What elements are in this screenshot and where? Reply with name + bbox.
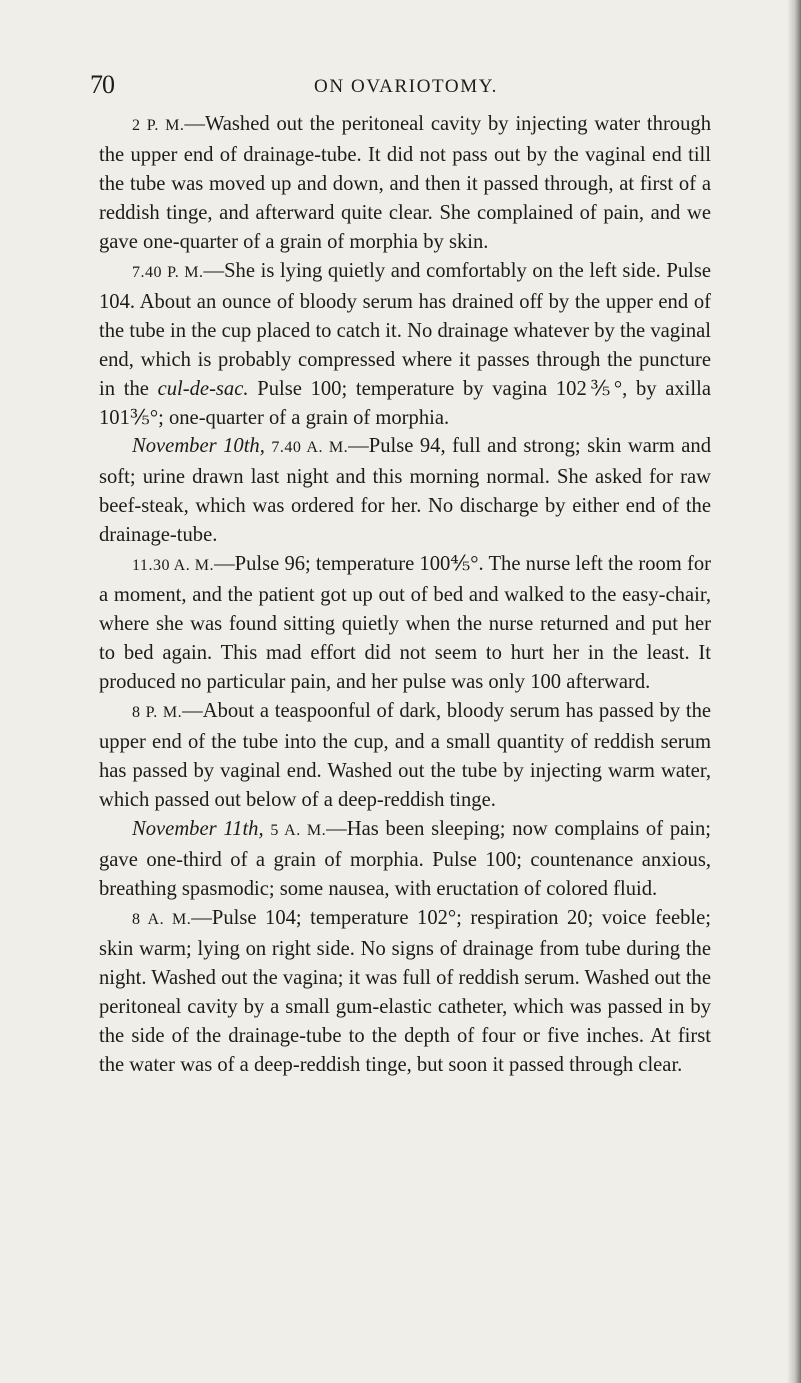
entry-740pm xyxy=(99,257,711,433)
entry-date: November 10th, xyxy=(132,435,265,458)
entry-text: —Has been sleeping; now complains of pain; gave one-third of a grain of morphia. Pulse 100; countenance anxious, breathing spasmodic; some nausea, with eructation of colored fluid. xyxy=(99,817,712,900)
entry-8am xyxy=(99,904,711,1080)
entry-text: —Pulse 96; temperature 100⅘°. The nurse left the room for a moment, and the patient got up out of bed and walked to the easy-chair, where she was found sitting quietly when the nurse returned and put her to bed again. This mad effort did not seem to hurt her in the least. It produced no particular pain, and her pulse was only 100 afterward. xyxy=(99,553,711,694)
entry-text: —Pulse 104; temperature 102°; respiration 20; voice feeble; skin warm; lying on right side. No signs of drainage from tube during the night. Washed out the vagina; it was full of reddish serum. Washed out the peritoneal cavity by a small gum-elastic catheter, which was passed in by the side of the drainage-tube to the depth of four or five inches. At first the water was of a deep-reddish tinge, but soon it passed through clear. xyxy=(99,906,711,1076)
entry-text: —About a teaspoonful of dark, bloody serum has passed by the upper end of the tube into the cup, and a small quantity of reddish serum has passed by vaginal end. Washed out the tube by injecting warm water, which passed out below of a deep-reddish tinge. xyxy=(99,700,712,811)
entry-8pm xyxy=(99,697,711,815)
entry-1130am xyxy=(99,550,711,697)
entry-text-continued: Pulse 100; temperature by vagina 102⅗°, by axilla 101⅗°; one-quarter of a grain of morphia. xyxy=(99,377,711,429)
entry-time: 5 A. M. xyxy=(270,821,327,839)
entry-date: November 11th, xyxy=(132,817,264,840)
entry-time: 7.40 P. M. xyxy=(132,263,204,281)
entry-nov10-740am xyxy=(99,432,711,550)
page-edge-shadow xyxy=(787,0,801,1383)
entry-time: 8 A. M. xyxy=(132,910,192,928)
entry-text: —Washed out the peritoneal cavity by injecting water through the upper end of drainage-tube. It did not pass out by the vaginal end till the tube was moved up and down, and then it passed through, at first of a reddish tinge, and afterward quite clear. She complained of pain, and we gave one-quarter of a grain of morphia by skin. xyxy=(99,113,711,253)
entry-italic-term: cul-de-sac. xyxy=(157,377,249,400)
entry-time: 7.40 A. M. xyxy=(271,439,349,457)
page-number: 70 xyxy=(90,70,114,99)
entry-2pm xyxy=(99,110,711,257)
entry-time: 2 P. M. xyxy=(132,117,185,134)
running-title: ON OVARIOTOMY. xyxy=(314,76,498,97)
entry-text: —Pulse 94, full and strong; skin warm and soft; urine drawn last night and this morning normal. She asked for raw beef-steak, which was ordered for her. No discharge by either end of the drainage-tube. xyxy=(99,435,711,547)
entry-time: 11.30 A. M. xyxy=(132,557,215,575)
entry-time: 8 P. M. xyxy=(132,704,183,722)
entry-nov11-5am xyxy=(99,815,711,904)
body-text xyxy=(99,110,711,1079)
entry-text: —She is lying quietly and comfortably on the left side. Pulse 104. About an ounce of bloody serum has drained off by the upper end of the tube in the cup placed to catch it. No drainage whatever by the vaginal end, which is probably compressed where it passes through the puncture in the xyxy=(99,259,711,400)
